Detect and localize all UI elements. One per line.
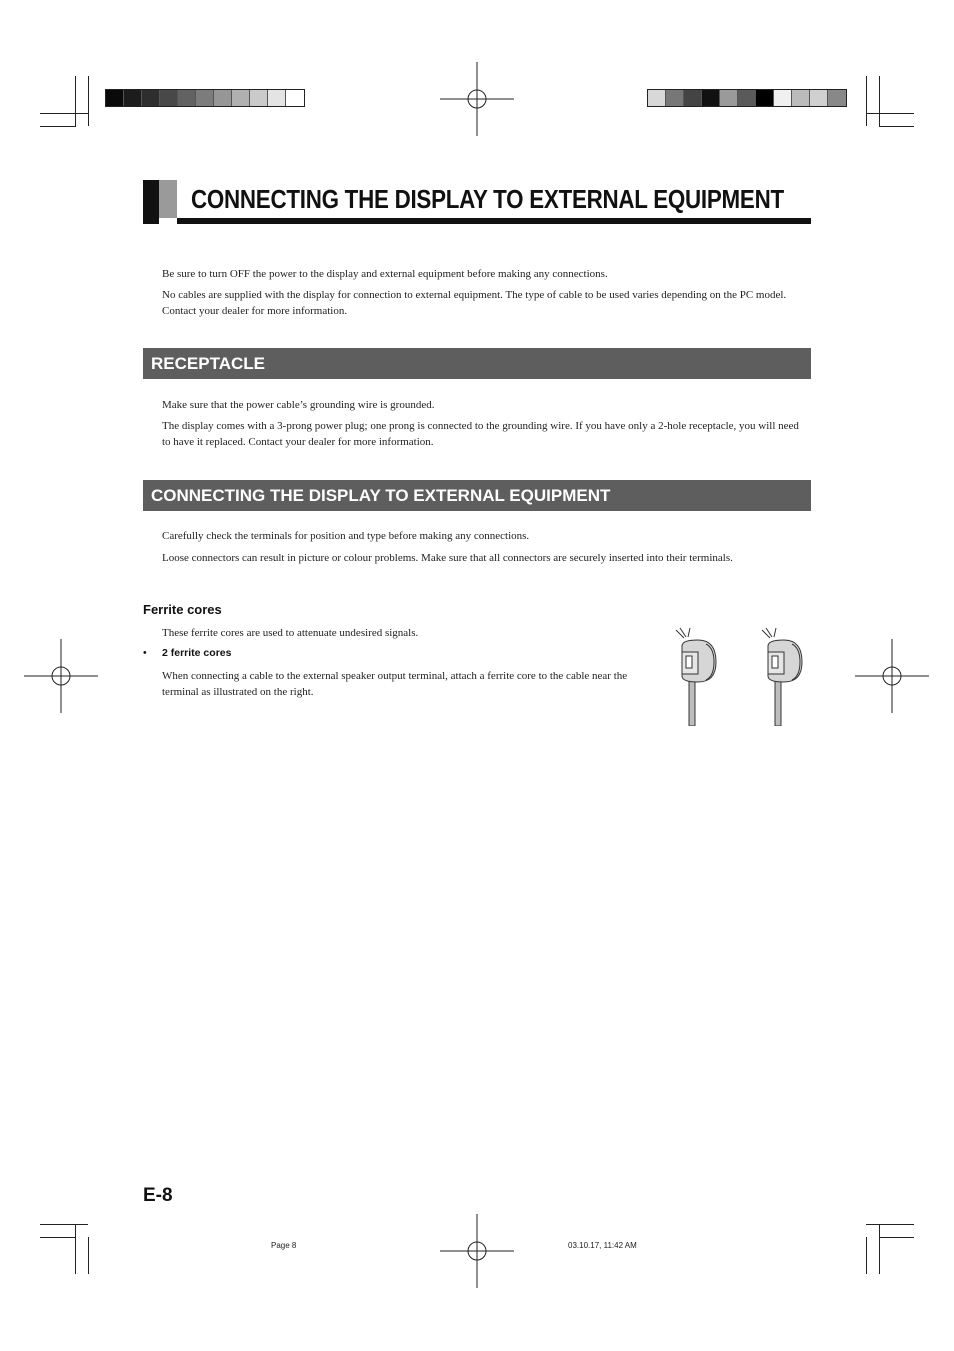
receptacle-paragraph-2: The display comes with a 3-prong power plug; one prong is connected to the grounding wire. If you have only a 2-hole receptacle, you will need to have it replaced. Contact your dealer for more information. <box>162 420 799 448</box>
section-heading-connecting: CONNECTING THE DISPLAY TO EXTERNAL EQUIPMENT <box>143 480 811 511</box>
ferrite-heading: Ferrite cores <box>143 602 222 617</box>
ferrite-bullet-label: 2 ferrite cores <box>162 647 232 659</box>
title-accent-gray <box>159 180 177 218</box>
page-number: E-8 <box>143 1185 173 1206</box>
receptacle-paragraph-1: Make sure that the power cable’s grounding wire is grounded. <box>162 399 435 411</box>
title-accent-bar <box>143 180 159 224</box>
intro-paragraph-2: No cables are supplied with the display for connection to external equipment. The type of cable to be used varies depending on the PC model. Contact your dealer for more information. <box>162 289 787 317</box>
page-title-block <box>143 180 811 224</box>
color-bar-right <box>647 89 847 107</box>
section-heading-receptacle: RECEPTACLE <box>143 348 811 379</box>
bullet-mark: • <box>143 648 147 659</box>
connecting-paragraph-1: Carefully check the terminals for position and type before making any connections. <box>162 530 530 542</box>
color-bar-left <box>105 89 305 107</box>
registration-mark-left-icon <box>24 639 98 713</box>
ferrite-core-2-icon <box>762 628 802 726</box>
ferrite-paragraph-2: When connecting a cable to the external speaker output terminal, attach a ferrite core to the cable near the terminal as illustrated on the right. <box>162 670 628 698</box>
slug-timestamp: 03.10.17, 11:42 AM <box>568 1241 637 1250</box>
slug-page: Page 8 <box>271 1241 297 1250</box>
ferrite-core-1-icon <box>676 628 716 726</box>
title-underline <box>177 218 811 224</box>
ferrite-paragraph-1: These ferrite cores are used to attenuate undesired signals. <box>162 627 419 639</box>
ferrite-core-illustration <box>668 624 818 726</box>
registration-mark-right-icon <box>855 639 929 713</box>
page-title: CONNECTING THE DISPLAY TO EXTERNAL EQUIPMENT <box>191 184 784 214</box>
ferrite-bullet <box>143 647 231 659</box>
registration-mark-bottom-icon <box>440 1214 514 1288</box>
intro-paragraph-1: Be sure to turn OFF the power to the display and external equipment before making any connections. <box>162 268 608 280</box>
connecting-paragraph-2: Loose connectors can result in picture or colour problems. Make sure that all connectors are securely inserted into their terminals. <box>162 552 733 564</box>
registration-mark-top-icon <box>440 62 514 136</box>
